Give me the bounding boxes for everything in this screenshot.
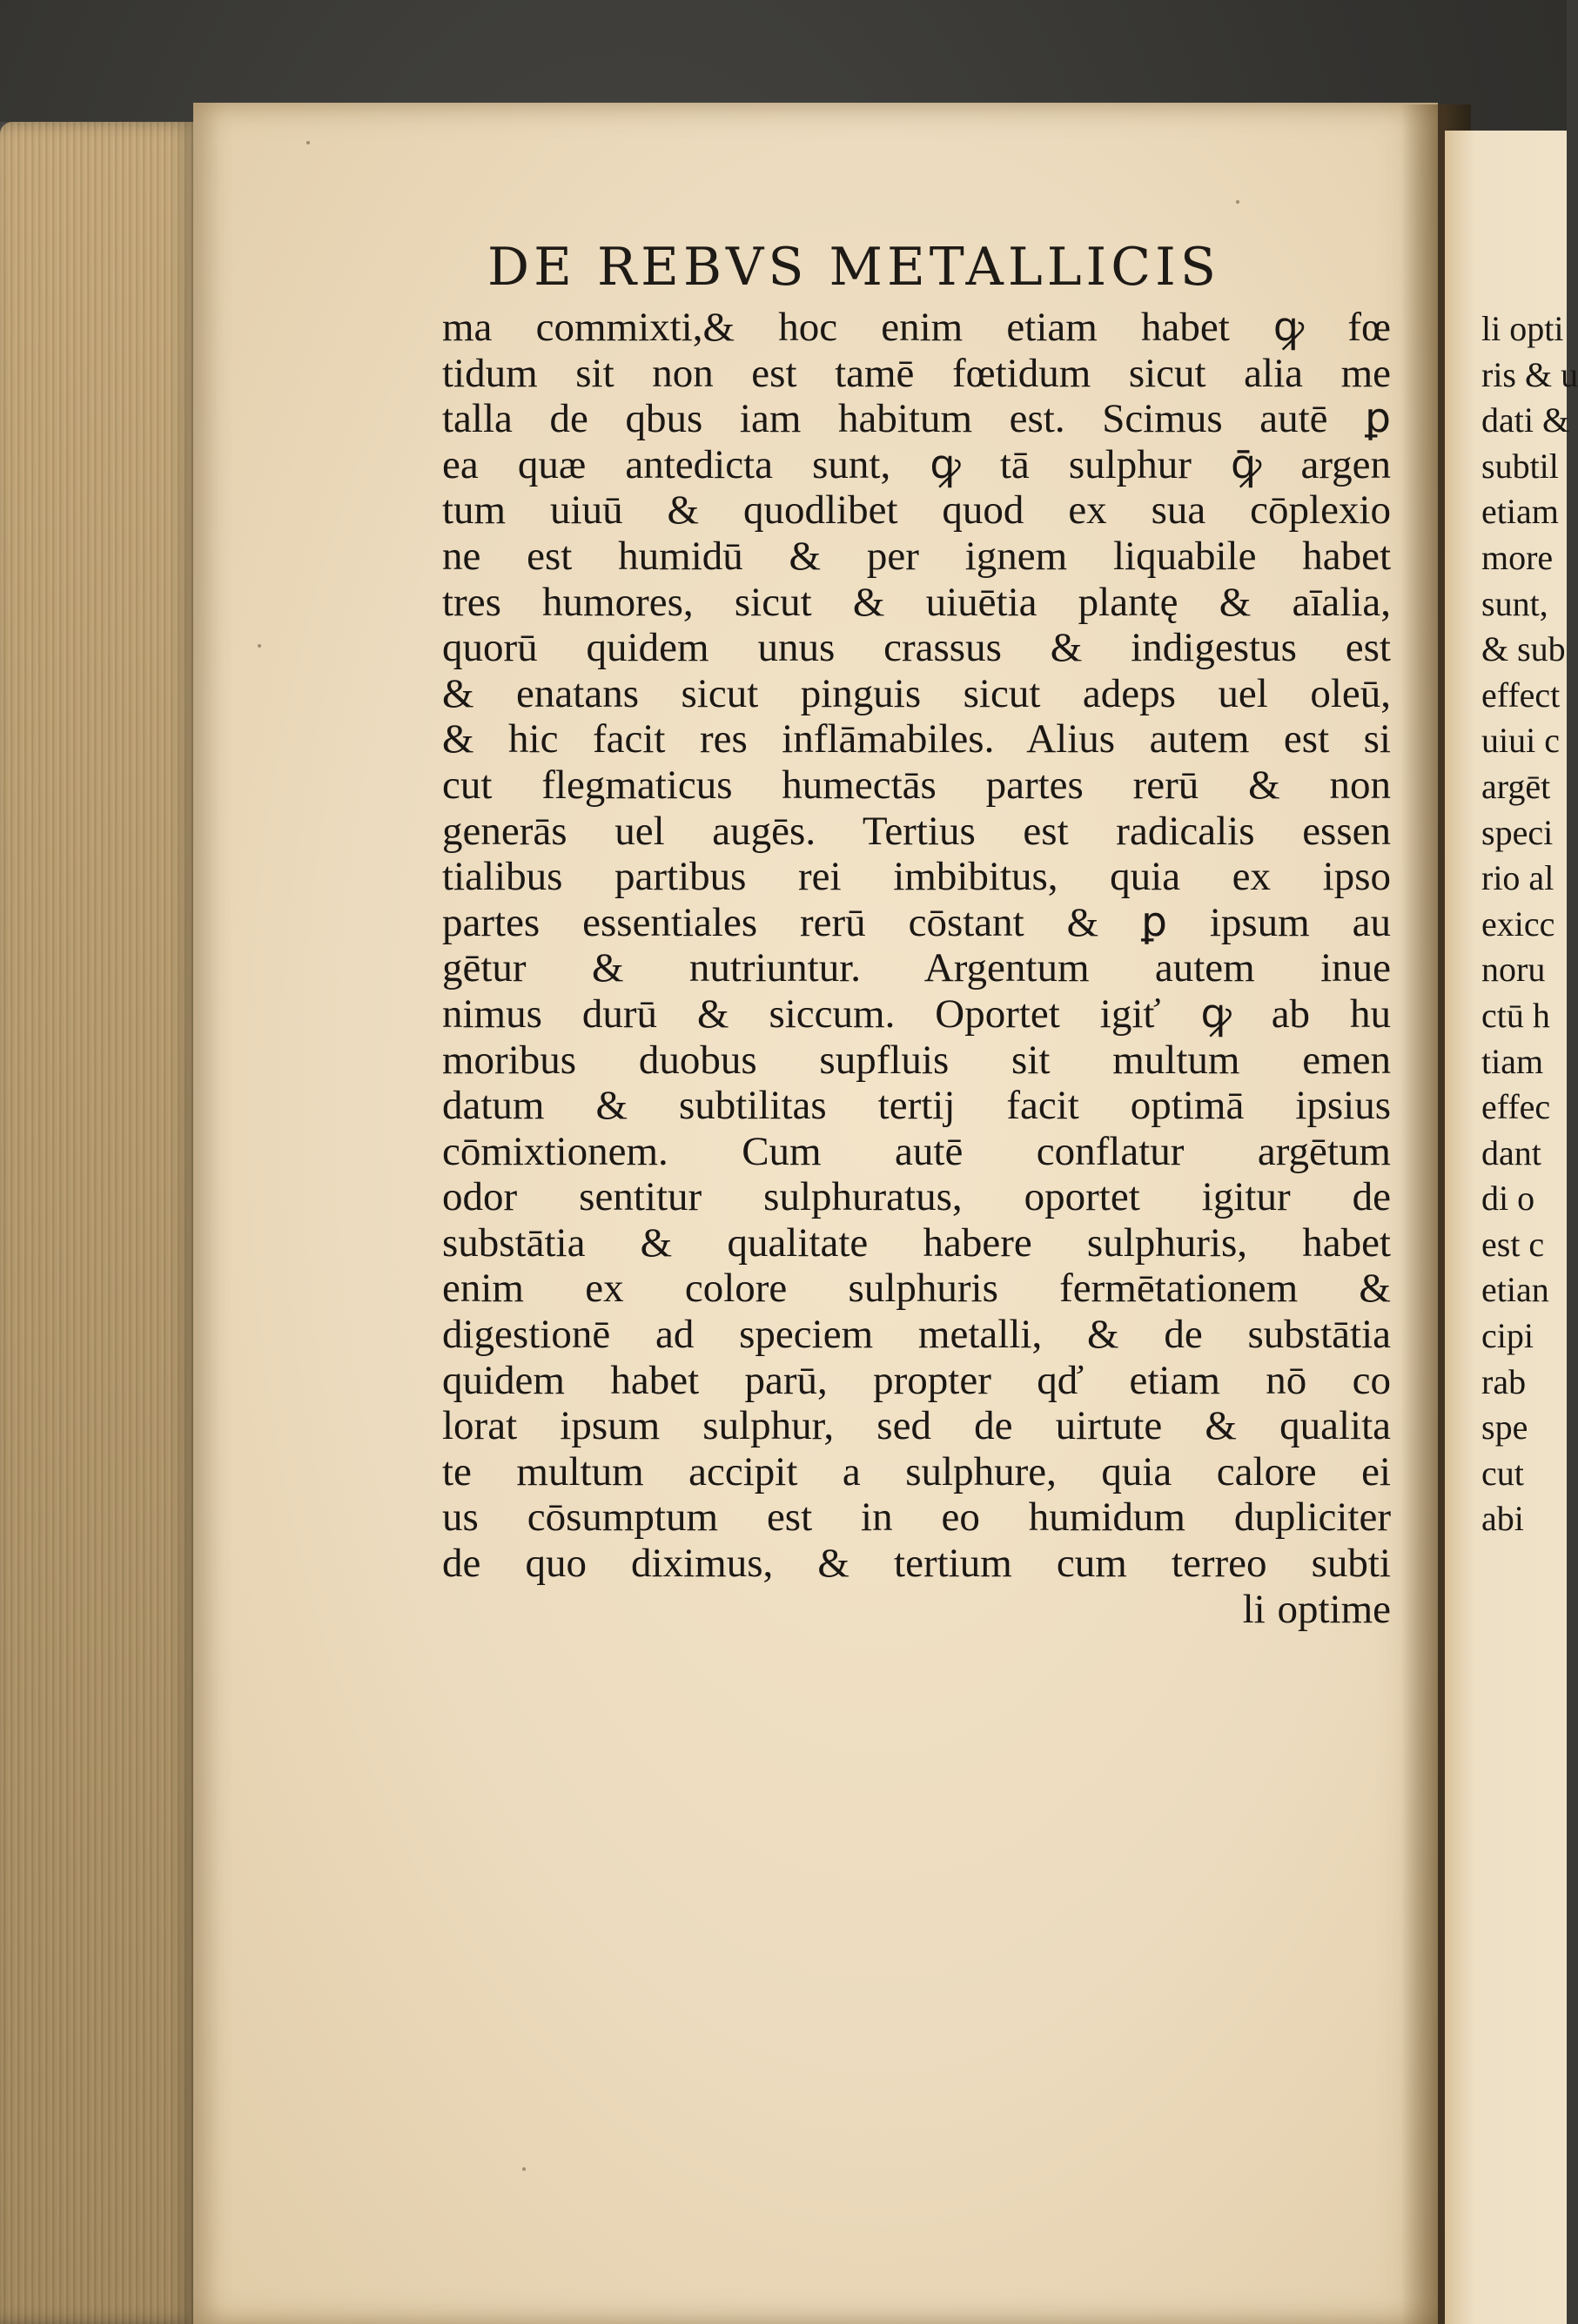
text-line: & enatans sicut pinguis sicut adeps uel oleū, — [442, 670, 1391, 716]
text-line: us cōsumptum est in eo humidum dupliciter — [442, 1494, 1391, 1541]
text-line: de quo diximus, & tertium cum terreo subti — [442, 1541, 1391, 1587]
text-line: datum & subtilitas tertij facit optimā ipsius — [442, 1083, 1391, 1129]
text-line: generās uel augēs. Tertius est radicalis essen — [442, 808, 1391, 854]
text-line: dati & — [1481, 400, 1570, 440]
text-line: cut flegmaticus humectās partes rerū & non — [442, 762, 1391, 808]
text-line: effec — [1481, 1087, 1551, 1127]
text-line: cōmixtionem. Cum autē conflatur argētum — [442, 1128, 1391, 1174]
running-header: DE REBVS METALLICIS — [487, 237, 1220, 298]
text-line: gētur & nutriuntur. Argentum autem inue — [442, 945, 1391, 991]
text-line: effect — [1481, 675, 1561, 715]
text-line: & sub — [1481, 629, 1566, 669]
text-line: odor sentitur sulphuratus, oportet igitur de — [442, 1174, 1391, 1220]
text-line: quidem habet parū, propter qď etiam nō co — [442, 1357, 1391, 1403]
right-page-text — [1481, 306, 1578, 1542]
text-line: rab — [1481, 1361, 1527, 1401]
text-line: ris & u — [1481, 354, 1578, 394]
paper-speck — [306, 141, 310, 144]
text-line: subtil — [1481, 446, 1559, 486]
paper-speck — [1236, 200, 1239, 204]
text-line: ma commixti,& hoc enim etiam habet ꝙ fœ — [442, 305, 1391, 350]
text-line: cipi — [1481, 1316, 1534, 1356]
text-line: tidum sit non est tamē fœtidum sicut alia me — [442, 350, 1391, 396]
paper-speck — [258, 644, 261, 648]
text-line: noru — [1481, 950, 1546, 990]
text-line: tum uiuū & quodlibet quod ex sua cōplexio — [442, 487, 1391, 534]
text-line: tiam — [1481, 1041, 1544, 1081]
text-line: more — [1481, 537, 1554, 577]
text-line: speci — [1481, 812, 1554, 852]
text-line: di o — [1481, 1179, 1535, 1219]
text-line: cut — [1481, 1453, 1524, 1493]
text-line: li optime — [1242, 1586, 1391, 1632]
text-line: & hic facit res inflāmabiles. Alius autem est si — [442, 716, 1391, 762]
text-line: spe — [1481, 1407, 1528, 1447]
paper-speck — [522, 2167, 526, 2171]
text-line: li opti — [1481, 309, 1564, 348]
text-line: exicc — [1481, 903, 1555, 944]
text-line: partes essentiales rerū cōstant & ꝑ ipsum au — [442, 899, 1391, 945]
text-line: moribus duobus supfluis sit multum emen — [442, 1037, 1391, 1083]
text-line: ea quæ antedicta sunt, ꝙ tā sulphur ꝙ̄ argen — [442, 441, 1391, 487]
text-line: substātia & qualitate habere sulphuris, habet — [442, 1219, 1391, 1266]
text-line: nimus durū & siccum. Oportet igiť ꝙ ab hu — [442, 991, 1391, 1037]
text-line: enim ex colore sulphuris fermētationem & — [442, 1266, 1391, 1312]
text-line: abi — [1481, 1499, 1524, 1539]
text-line: ne est humidū & per ignem liquabile habet — [442, 533, 1391, 579]
text-line: dant — [1481, 1132, 1541, 1172]
book-page-edges — [0, 122, 196, 2324]
text-line: quorū quidem unus crassus & indigestus est — [442, 625, 1391, 671]
text-line: ctū h — [1481, 995, 1550, 1035]
text-line: tres humores, sicut & uiuētia plantę & aīalia, — [442, 579, 1391, 625]
text-line: etian — [1481, 1270, 1549, 1310]
left-page-text — [442, 305, 1391, 1632]
text-line: tialibus partibus rei imbibitus, quia ex ipso — [442, 854, 1391, 900]
text-line: lorat ipsum sulphur, sed de uirtute & qualita — [442, 1403, 1391, 1449]
text-line: rio al — [1481, 858, 1554, 898]
text-line: uiui c — [1481, 721, 1560, 761]
text-line: est c — [1481, 1224, 1545, 1264]
text-line: te multum accipit a sulphure, quia calore ei — [442, 1448, 1391, 1494]
text-line: digestionē ad speciem metalli, & de substātia — [442, 1312, 1391, 1358]
text-line: argēt — [1481, 766, 1551, 806]
text-line: etiam — [1481, 492, 1559, 532]
text-line: sunt, — [1481, 583, 1548, 623]
text-line: talla de qbus iam habitum est. Scimus autē ꝑ — [442, 396, 1391, 442]
